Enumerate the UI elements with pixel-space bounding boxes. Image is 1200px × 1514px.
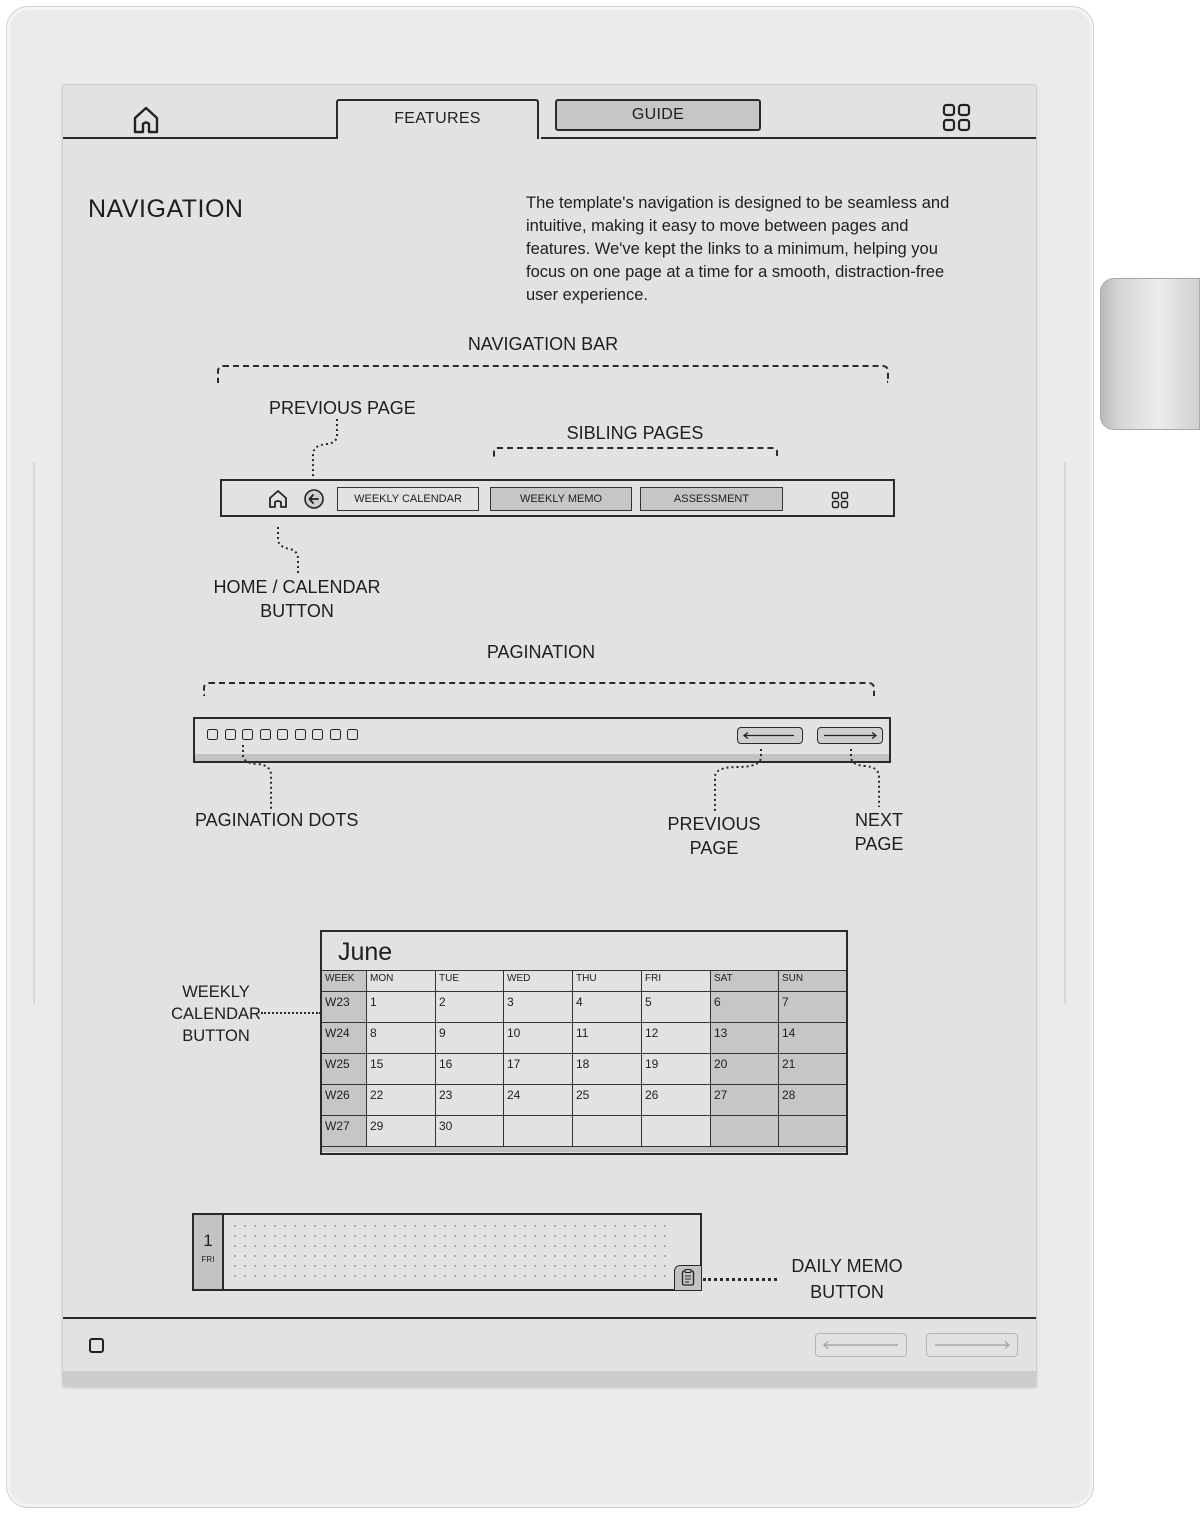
calendar-day-cell[interactable]: 3 [504, 992, 573, 1023]
mini-tab-weekly-calendar: WEEKLY CALENDAR [337, 487, 479, 511]
tab-features-label: FEATURES [394, 110, 481, 127]
calendar-day-cell[interactable]: 25 [573, 1085, 642, 1116]
sibling-pages-bracket [493, 447, 778, 457]
calendar-week-cell[interactable]: W27 [322, 1116, 367, 1147]
calendar-grid [322, 970, 846, 1152]
tab-guide-label: GUIDE [631, 106, 685, 123]
stylus-pen [1100, 278, 1200, 430]
pagination-dot [312, 729, 323, 740]
pagination-dots-connector [235, 743, 285, 813]
calendar-header-cell: SUN [779, 971, 846, 992]
pagination-dot [347, 729, 358, 740]
daily-memo-button-label: DAILY MEMO [791, 1256, 903, 1276]
calendar-day-cell[interactable]: 17 [504, 1054, 573, 1085]
calendar-day-cell[interactable]: 1 [367, 992, 436, 1023]
calendar-day-cell[interactable]: 4 [573, 992, 642, 1023]
calendar-day-cell[interactable] [504, 1116, 573, 1147]
description-line: focus on one page at a time for a smooth, distraction-free [526, 263, 945, 281]
pagination-bracket [203, 682, 875, 696]
calendar-day-cell[interactable]: 22 [367, 1085, 436, 1116]
calendar-week-cell[interactable]: W26 [322, 1085, 367, 1116]
clipboard-icon [674, 1265, 702, 1291]
nav-bar-heading: NAVIGATION BAR [467, 334, 619, 354]
calendar-footer-strip [322, 1147, 846, 1152]
nav-underline-left [63, 137, 336, 139]
calendar-day-cell[interactable]: 12 [642, 1023, 711, 1054]
calendar-month: June [338, 938, 393, 966]
sibling-pages-label: SIBLING PAGES [566, 423, 704, 443]
calendar-day-cell[interactable]: 24 [504, 1085, 573, 1116]
calendar-day-cell[interactable]: 21 [779, 1054, 846, 1085]
frame-edge-right [1064, 462, 1066, 1004]
calendar-day-cell[interactable]: 26 [642, 1085, 711, 1116]
calendar-day-cell[interactable]: 27 [711, 1085, 779, 1116]
calendar-day-cell[interactable]: 23 [436, 1085, 504, 1116]
home-button-connector [268, 525, 308, 577]
previous-page-connector [703, 747, 767, 813]
label-line: CALENDAR [171, 1005, 261, 1023]
pagination-mock-footer [195, 754, 889, 761]
grid-icon[interactable] [941, 102, 973, 134]
calendar-day-cell[interactable]: 18 [573, 1054, 642, 1085]
daily-memo-mock [192, 1213, 702, 1291]
arrow-left-circle-icon [302, 487, 326, 511]
pagination-dots-label: PAGINATION DOTS [195, 810, 359, 830]
pagination-dot [260, 729, 271, 740]
page-title: NAVIGATION [88, 195, 244, 223]
home-icon[interactable] [127, 101, 165, 139]
arrow-left-icon [738, 728, 802, 743]
calendar-header-cell: SAT [711, 971, 779, 992]
calendar-day-cell[interactable]: 13 [711, 1023, 779, 1054]
calendar-day-cell[interactable]: 8 [367, 1023, 436, 1054]
nav-bar-mock [220, 479, 895, 517]
nav-bar-bracket [217, 365, 889, 383]
pagination-mock [193, 717, 891, 763]
calendar-header-cell: THU [573, 971, 642, 992]
calendar-header-cell: WED [504, 971, 573, 992]
description-line: intuitive, making it easy to move between pages and [526, 217, 909, 235]
pagination-dot [277, 729, 288, 740]
calendar-day-cell[interactable]: 28 [779, 1085, 846, 1116]
pagination-dot [330, 729, 341, 740]
footer-divider [63, 1317, 1036, 1319]
calendar-day-cell[interactable]: 2 [436, 992, 504, 1023]
home-icon [266, 487, 290, 511]
tab-guide[interactable] [555, 99, 761, 131]
next-page-label: NEXT [854, 810, 903, 830]
mini-tab-assessment: ASSESSMENT [640, 487, 783, 511]
calendar-day-cell[interactable]: 6 [711, 992, 779, 1023]
previous-page-button-mock [737, 727, 803, 744]
calendar-header-cell: TUE [436, 971, 504, 992]
weekly-calendar-connector [261, 1012, 321, 1014]
calendar-day-cell[interactable]: 9 [436, 1023, 504, 1054]
calendar-day-cell[interactable]: 30 [436, 1116, 504, 1147]
previous-page-button[interactable] [815, 1333, 907, 1357]
next-page-connector [843, 747, 887, 809]
pagination-dot [207, 729, 218, 740]
label-line: WEEKLY [182, 983, 250, 1001]
daily-memo-button-label-line2: BUTTON [810, 1282, 884, 1302]
next-page-button-mock [817, 727, 883, 744]
previous-page-connector [301, 417, 351, 479]
calendar-day-cell[interactable] [573, 1116, 642, 1147]
calendar-day-cell[interactable]: 11 [573, 1023, 642, 1054]
calendar-header-cell: FRI [642, 971, 711, 992]
daily-memo-dot-grid [230, 1221, 670, 1283]
pagination-dot[interactable] [89, 1338, 104, 1353]
frame-edge-left [33, 462, 35, 1004]
screen [62, 84, 1037, 1386]
pagination-heading: PAGINATION [486, 642, 596, 662]
daily-memo-date-column [194, 1215, 224, 1289]
previous-page-label-line2: PAGE [689, 838, 739, 858]
previous-page-label: PREVIOUS [667, 814, 761, 834]
description-line: features. We've kept the links to a minimum, helping you [526, 240, 938, 258]
calendar-day-cell[interactable]: 5 [642, 992, 711, 1023]
next-page-button[interactable] [926, 1333, 1018, 1357]
calendar-day-cell[interactable]: 15 [367, 1054, 436, 1085]
calendar-week-cell[interactable]: W25 [322, 1054, 367, 1085]
page-description [526, 192, 996, 307]
calendar-week-cell[interactable]: W24 [322, 1023, 367, 1054]
next-page-label-line2: PAGE [854, 834, 904, 854]
calendar-day-cell[interactable]: 14 [779, 1023, 846, 1054]
mini-tab-weekly-memo: WEEKLY MEMO [490, 487, 632, 511]
calendar-header-cell: MON [367, 971, 436, 992]
daily-memo-connector [703, 1278, 777, 1281]
daily-memo-day-name: FRI [201, 1255, 215, 1264]
calendar-day-cell[interactable]: 7 [779, 992, 846, 1023]
calendar-day-cell[interactable] [779, 1116, 846, 1147]
pagination-dot [225, 729, 236, 740]
calendar-day-cell[interactable]: 29 [367, 1116, 436, 1147]
daily-memo-day-number: 1 [203, 1231, 213, 1250]
pagination-dot [295, 729, 306, 740]
calendar-day-cell[interactable] [711, 1116, 779, 1147]
arrow-right-icon [927, 1334, 1017, 1356]
home-calendar-label: HOME / CALENDAR [213, 577, 381, 597]
calendar-header-cell: WEEK [322, 971, 367, 992]
calendar-week-cell[interactable]: W23 [322, 992, 367, 1023]
weekly-calendar-button-label [161, 981, 271, 1047]
home-calendar-label-line2: BUTTON [260, 601, 334, 621]
calendar-day-cell[interactable]: 19 [642, 1054, 711, 1085]
calendar-day-cell[interactable]: 16 [436, 1054, 504, 1085]
previous-page-label: PREVIOUS PAGE [269, 398, 416, 418]
description-line: The template's navigation is designed to be seamless and [526, 194, 950, 212]
tab-features[interactable] [336, 99, 539, 139]
screen-bottom-strip [63, 1371, 1036, 1385]
calendar-day-cell[interactable] [642, 1116, 711, 1147]
pagination-dot [242, 729, 253, 740]
grid-icon [831, 491, 849, 509]
arrow-left-icon [816, 1334, 906, 1356]
calendar-mock [320, 930, 848, 1155]
calendar-day-cell[interactable]: 10 [504, 1023, 573, 1054]
arrow-right-icon [818, 728, 882, 743]
label-line: BUTTON [182, 1027, 250, 1045]
nav-underline-right [541, 137, 1036, 139]
calendar-day-cell[interactable]: 20 [711, 1054, 779, 1085]
description-line: user experience. [526, 286, 648, 304]
